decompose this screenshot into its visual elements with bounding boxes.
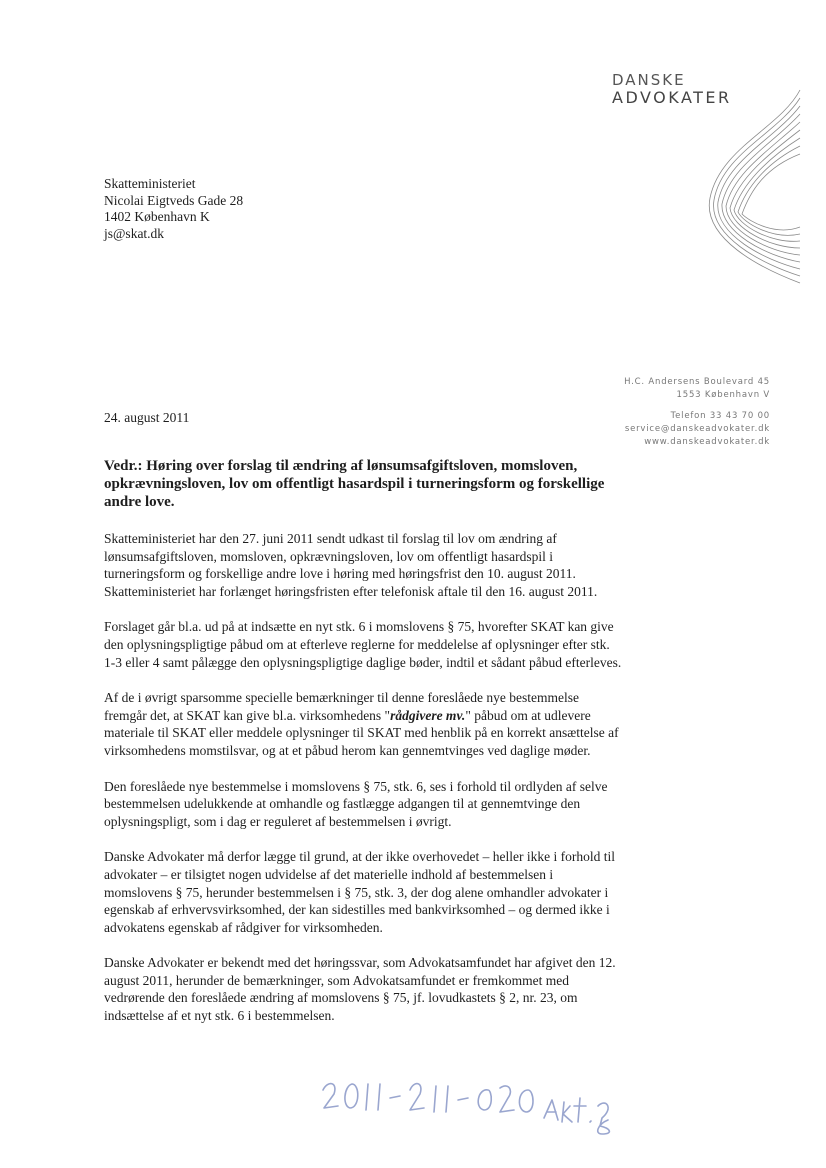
letter-subject: Vedr.: Høring over forslag til ændring af lønsumsafgiftsloven, momsloven, opkrævningsloven, lov om offentligt hasardspil i turneringsform og forskellige andre love. — [104, 458, 605, 510]
logo-line1: DANSKE — [612, 71, 686, 89]
logo-swoosh-graphic — [690, 88, 805, 293]
paragraph-3-emphasis: rådgivere mv. — [390, 707, 466, 723]
sender-phone: Telefon 33 43 70 00 — [670, 411, 770, 421]
logo-line2: ADVOKATER — [612, 88, 732, 107]
paragraph-2: Forslaget går bl.a. ud på at indsætte en nyt stk. 6 i momslovens § 75, hvorefter SKAT kan give den oplysningspligtige påbud om at efterleve reglerne for meddelelse af oplysninger efter stk. 1-3 eller 4 samt pålægge den oplysningspligtige daglige bøder, indtil et sådant påbud efterleves. — [104, 619, 622, 670]
letter-body — [104, 530, 624, 1043]
sender-contact-block — [624, 376, 770, 449]
paragraph-3-part-a: Af de i øvrigt sparsomme specielle bemærkninger til denne foreslåede nye bestemmelse fremgår det, at SKAT kan give bl.a. virksomhedens " — [104, 690, 579, 723]
recipient-email-link[interactable]: js@skat.dk — [104, 225, 165, 241]
sender-email: service@danskeadvokater.dk — [624, 424, 770, 434]
paragraph-5: Danske Advokater må derfor lægge til grund, at der ikke overhovedet – heller ikke i forhold til advokater – er tilsigtet nogen udvidelse af det materielle indhold af bestemmelsen i momslovens § 75, herunder bestemmelsen i § 75, stk. 3, der dog alene omhandler advokater i egenskab af erhvervsvirksomhed, der kan sidestilles med bankvirksomhed – og dermed ikke i advokatens egenskab af rådgiver for virksomheden. — [104, 849, 615, 935]
paragraph-3 — [104, 689, 624, 759]
paragraph-3-part-b: " påbud om at udlevere materiale til SKAT eller meddele oplysninger til SKAT med henblik på en korrekt ansættelse af virksomhedens momstilsvar, og at et påbud herom kan gennemtvinges ved daglige møder. — [104, 707, 619, 758]
paragraph-4: Den foreslåede nye bestemmelse i momslovens § 75, stk. 6, ses i forhold til ordlyden af selve bestemmelsen udelukkende at omhandle og fastlægge adgangen til at gennemtvinge den oplysningspligt, som i dag er reguleret af bestemmelsen i øvrigt. — [104, 778, 608, 829]
recipient-city: 1402 København K — [104, 209, 210, 224]
paragraph-6: Danske Advokater er bekendt med det høringssvar, som Advokatsamfundet har afgivet den 12. august 2011, herunder de bemærkninger, som Advokatsamfundet er fremkommet med vedrørende den foreslåede ændring af momslovens § 75, jf. lovudkastets § 2, nr. 23, om indsættelse af et nyt stk. 6 i bestemmelsen. — [104, 955, 616, 1024]
handwritten-case-number — [318, 1072, 618, 1142]
sender-city: 1553 København V — [676, 390, 770, 400]
recipient-street: Nicolai Eigtveds Gade 28 — [104, 192, 244, 208]
recipient-name: Skatteministeriet — [104, 176, 196, 191]
sender-web: www.danskeadvokater.dk — [644, 437, 770, 447]
paragraph-1: Skatteministeriet har den 27. juni 2011 sendt udkast til forslag til lov om ændring af lønsumsafgiftsloven, momsloven, opkrævningsloven, lov om offentligt hasardspil i turneringsform og forskellige andre love i høring med høringsfrist den 10. august 2011. Skatteministeriet har forlænget høringsfristen efter telefonisk aftale til den 16. august 2011. — [104, 531, 598, 599]
letter-date: 24. august 2011 — [104, 410, 190, 425]
sender-street: H.C. Andersens Boulevard 45 — [624, 377, 770, 387]
recipient-address — [104, 176, 243, 242]
